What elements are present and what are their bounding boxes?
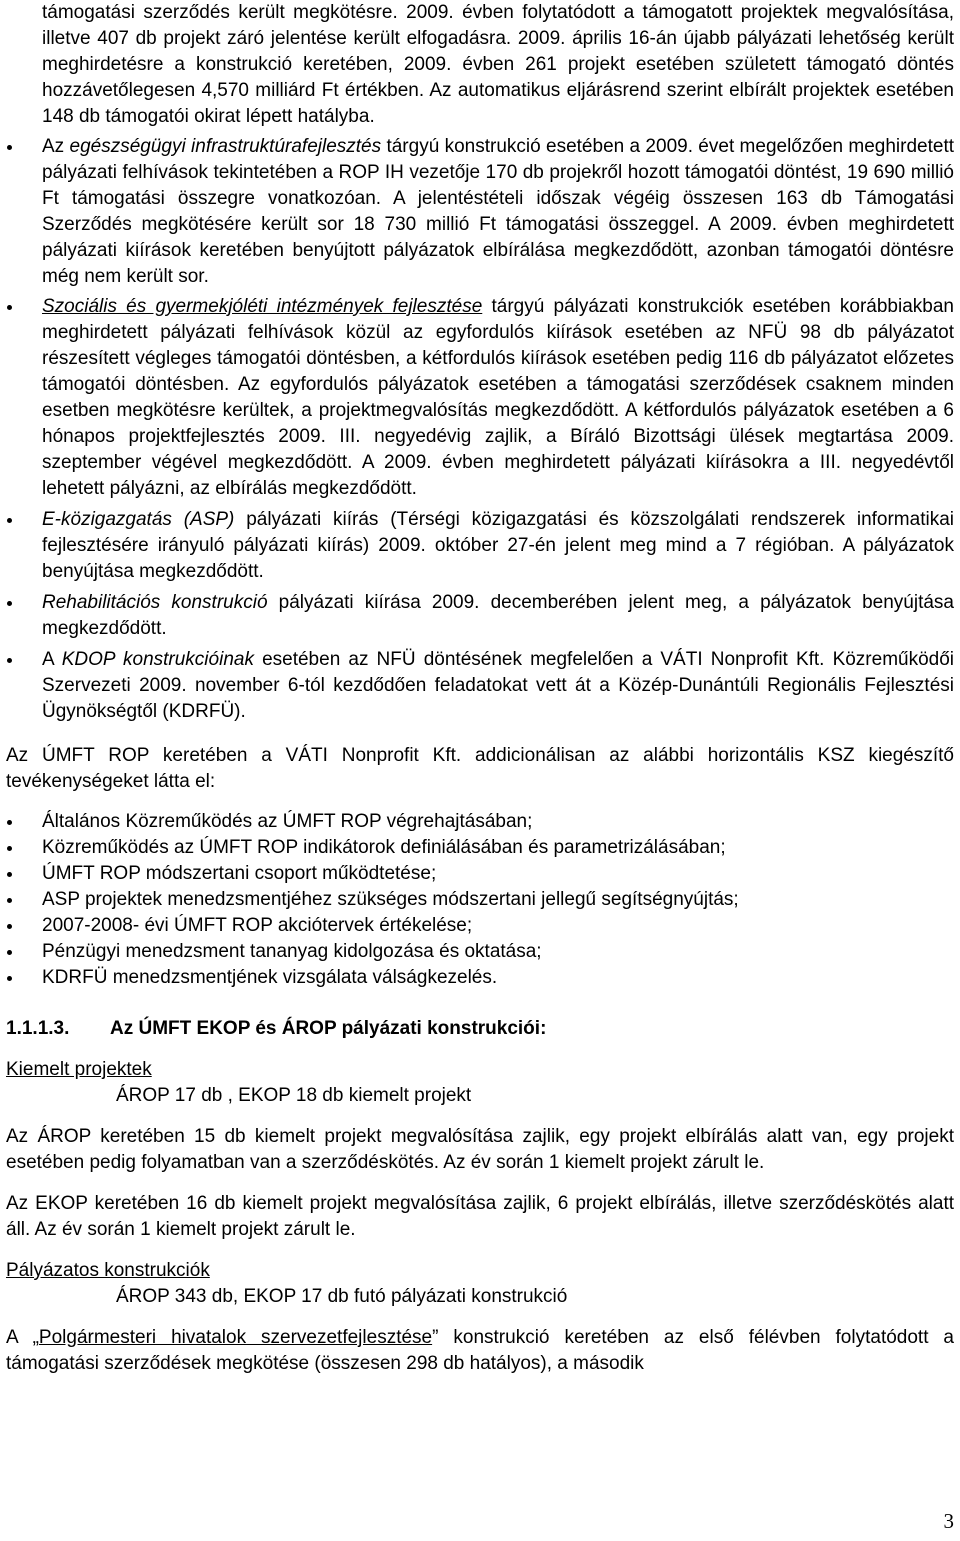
bullet-item [6, 647, 954, 725]
construction-name: Polgármesteri hivatalok szervezetfejlesztése [38, 1327, 433, 1348]
bullet-item [6, 134, 954, 290]
subheading-kiemelt: Kiemelt projektek [6, 1059, 152, 1080]
bullet-dot [7, 872, 12, 877]
bullet-list-ksz [6, 809, 954, 990]
body-text: esetében az NFÜ döntésének megfelelően a VÁTI Nonprofit Kft. Közreműködői Szervezeti 2009. november 6-tól kezdődően feladatokat vett át a Közép-Dunántúli Regionális Fejlesztési Ügynökségtől (KDRFÜ). [42, 649, 955, 722]
list-item: ASP projektek menedzsmentjéhez szükséges módszertani jellegű segítségnyújtás; [6, 887, 954, 912]
emphasis-text: Rehabilitációs konstrukció [42, 592, 268, 613]
bullet-dot [7, 924, 12, 929]
bullet-text [42, 136, 954, 287]
bullet-dot [7, 601, 12, 606]
list-item: Pénzügyi menedzsment tananyag kidolgozása és oktatása; [6, 939, 954, 964]
body-text: támogatási szerződés került megkötésre. 2009. évben folytatódott a támogatott projektek megvalósítása, illetve 407 db projekt záró jelentése került elfogadásra. 2009. április 16-án újabb pályázati lehetőség került meghirdetésre a konstrukció keretében, 2009. évben 261 projekt esetében született támogató döntés hozzávetőlegesen 4,570 milliárd Ft értékben. Az automatikus eljárásrend szerint elbírált projektek esetében 148 db támogatói okirat lépett hatályba. [42, 2, 954, 127]
bullet-dot [7, 820, 12, 825]
body-text: Az [42, 136, 70, 157]
emphasis-text: KDOP konstrukcióinak [61, 649, 254, 670]
bullet-dot [7, 950, 12, 955]
bullet-list-top [6, 0, 954, 725]
section-number: 1.1.1.3. [6, 1018, 70, 1039]
list-item: Általános Közreműködés az ÚMFT ROP végrehajtásában; [6, 809, 954, 834]
body-text: tárgyú konstrukció esetében a 2009. évet megelőzően meghirdetett pályázati felhívások tekintetében a ROP IH vezetője 170 db projekről hozott támogatói döntést, 19 690 millió Ft támogatási összegre vonatkozóan. A jelentéstételi időszak végéig összesen 163 db Támogatási Szerződés megkötésére került sor 18 730 millió Ft támogatási összeggel. A 2009. évben meghirdetett pályázati kiírások keretében benyújtott pályázatok elbírálása megkezdődött, azonban támogatói döntésre még nem került sor. [42, 136, 955, 287]
kiemelt-summary: ÁROP 17 db , EKOP 18 db kiemelt projekt [116, 1085, 472, 1106]
list-item: Közreműködés az ÚMFT ROP indikátorok definiálásában és parametrizálásában; [6, 835, 954, 860]
body-text: A [42, 649, 62, 670]
bullet-dot [7, 145, 12, 150]
kiemelt-paragraph-2: Az EKOP keretében 16 db kiemelt projekt megvalósítása zajlik, 6 projekt elbírálás, illetve szerződéskötés alatt áll. Az év során 1 kiemelt projekt zárult le. [6, 1193, 954, 1240]
body-text: pályázati kiírás (Térségi közigazgatási és közszolgálati rendszerek informatikai fejlesztésére irányuló pályázati kiírás) 2009. október 27-én jelent meg mind a 7 régióban. A pályázatok benyújtása megkezdődött. [42, 509, 954, 582]
list-item: KDRFÜ menedzsmentjének vizsgálata válságkezelés. [6, 965, 954, 990]
list-item: 2007-2008- évi ÚMFT ROP akciótervek értékelése; [6, 913, 954, 938]
bullet-dot [7, 658, 12, 663]
bullet-text [42, 649, 954, 722]
bullet-item [6, 294, 954, 502]
page-number: 3 [943, 1509, 954, 1533]
bullet-item [6, 0, 954, 130]
list-item: ÚMFT ROP módszertani csoport működtetése; [6, 861, 954, 886]
section-heading [6, 1016, 954, 1042]
bullet-item [6, 507, 954, 585]
palyazatos-summary: ÁROP 343 db, EKOP 17 db futó pályázati konstrukció [116, 1286, 568, 1307]
bullet-text [42, 2, 954, 127]
subheading-palyazatos: Pályázatos konstrukciók [6, 1260, 210, 1281]
body-text: tárgyú pályázati konstrukciók esetében korábbiakban meghirdetett pályázati felhívások közül az egyfordulós kiírások esetében az NFÜ 98 db pályázatot részesített végleges támogatói döntésben, a kétfordulós kiírások esetében pedig 116 db pályázatot előzetes támogatói döntésben. Az egyfordulós pályázatok esetében a támogatási szerződések csaknem minden esetben megkötésre kerültek, a projektmegvalósítás megkezdődött. A kétfordulós pályázatok esetében a 6 hónapos projektfejlesztés 2009. III. negyedévig zajlik, a Bíráló Bizottsági ülések megtartása 2009. szeptember végével megkezdődött. A 2009. évben meghirdetett pályázati kiírásokra a III. negyedévtől lehetett pályázni, az elbírálás megkezdődött. [42, 296, 954, 499]
emphasis-text: Szociális és gyermekjóléti intézmények fejlesztése [42, 296, 483, 317]
bullet-dot [7, 518, 12, 523]
emphasis-text: egészségügyi infrastruktúrafejlesztés [69, 136, 382, 157]
paragraph-ksz: Az ÚMFT ROP keretében a VÁTI Nonprofit Kft. addicionálisan az alábbi horizontális KSZ kiegészítő tevékenységeket látta el: [6, 745, 954, 792]
body-text: pályázati kiírása 2009. decemberében jelent meg, a pályázatok benyújtása megkezdődött. [42, 592, 954, 639]
kiemelt-paragraph-1: Az ÁROP keretében 15 db kiemelt projekt megvalósítása zajlik, egy projekt elbírálás alatt van, egy projekt esetében pedig folyamatban van a szerződéskötés. Az év során 1 kiemelt projekt zárult le. [6, 1126, 954, 1173]
bullet-item [6, 590, 954, 642]
bullet-dot [7, 305, 12, 310]
bullet-dot [7, 976, 12, 981]
bullet-dot [7, 846, 12, 851]
bullet-text [42, 509, 954, 582]
bullet-text [42, 592, 954, 639]
section-title: Az ÚMFT EKOP és ÁROP pályázati konstrukciói: [110, 1018, 547, 1039]
bullet-dot [7, 898, 12, 903]
palyazatos-paragraph: A „Polgármesteri hivatalok szervezetfejlesztése” konstrukció keretében az első félévben folytatódott a támogatási szerződések megkötése (összesen 298 db hatályos), a második [6, 1327, 954, 1374]
emphasis-text: E-közigazgatás (ASP) [42, 509, 235, 530]
bullet-text [42, 296, 954, 499]
